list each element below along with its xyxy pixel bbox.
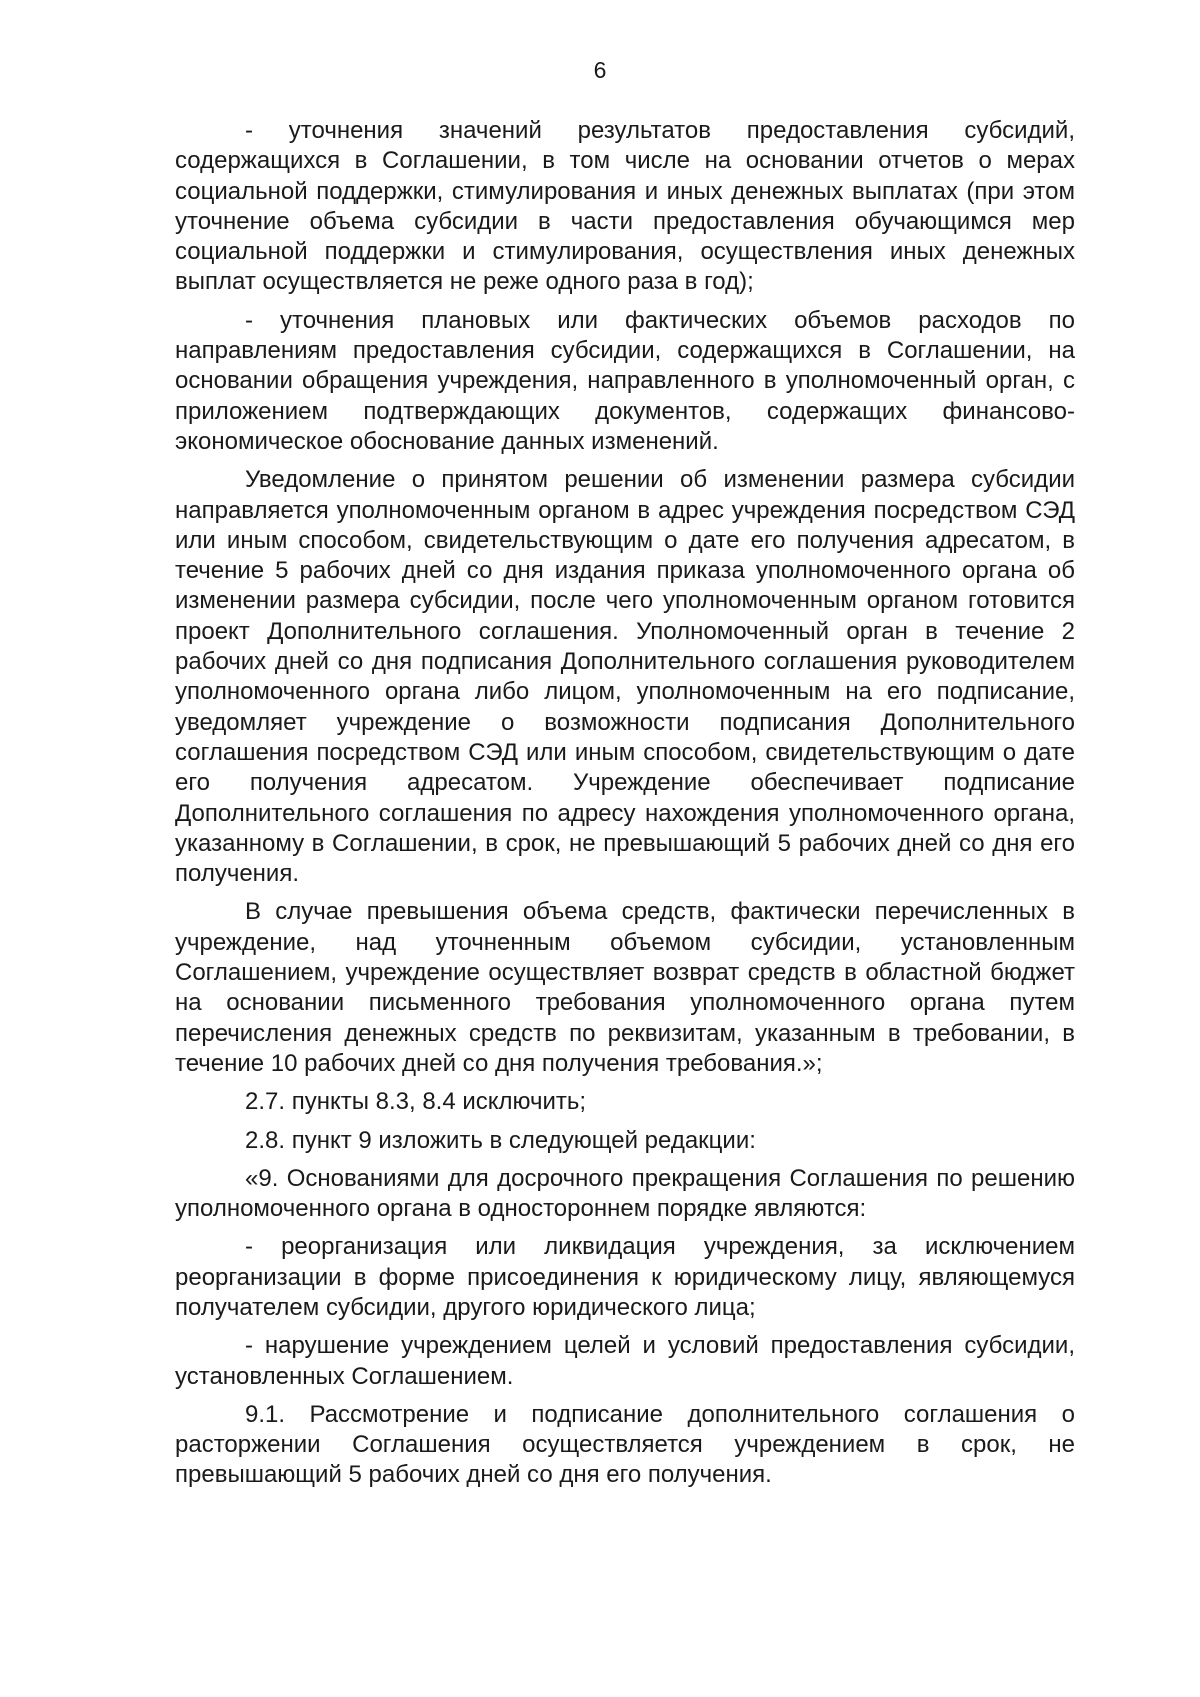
paragraph-reorganization: - реорганизация или ликвидация учреждения, за исключением реорганизации в форме присоединения к юридическому лицу, являющемуся получателем субсидии, другого юридического лица; [175, 1233, 1075, 1321]
paragraph-item-2-8: 2.8. пункт 9 изложить в следующей редакции: [245, 1126, 756, 1154]
paragraph-item-9: «9. Основаниями для досрочного прекращения Соглашения по решению уполномоченного органа в одностороннем порядке являются: [175, 1164, 1075, 1223]
paragraph-item-2-7: 2.7. пункты 8.3, 8.4 исключить; [245, 1088, 587, 1116]
paragraph-clarify-expenses: - уточнения плановых или фактических объемов расходов по направлениям предоставления субсидии, содержащихся в Соглашении, на основании обращения учреждения, направленного в уполномоченный орган, с приложением подтверждающих документов, содержащих финансово-экономическое обоснование данных изменений. [175, 306, 1075, 455]
document-body [175, 116, 1075, 1499]
paragraph-excess-refund: В случае превышения объема средств, фактически перечисленных в учреждение, над уточненным объемом субсидии, установленным Соглашением, учреждение осуществляет возврат средств в областной бюджет на основании письменного требования уполномоченного органа путем перечисления денежных средств по реквизитам, указанным в требовании, в течение 10 рабочих дней со дня получения требования.»; [175, 898, 1075, 1077]
paragraph-clarify-results: - уточнения значений результатов предоставления субсидий, содержащихся в Соглашении, в том числе на основании отчетов о мерах социальной поддержки, стимулирования и иных денежных выплатах (при этом уточнение объема субсидии в части предоставления обучающимся мер социальной поддержки и стимулирования, осуществления иных денежных выплат осуществляется не реже одного раза в год); [175, 117, 1075, 296]
page-number: 6 [593, 57, 607, 83]
paragraph-item-9-1: 9.1. Рассмотрение и подписание дополнительного соглашения о расторжении Соглашения осуществляется учреждением в срок, не превышающий 5 рабочих дней со дня его получения. [175, 1400, 1075, 1489]
paragraph-violation: - нарушение учреждением целей и условий предоставления субсидии, установленных Соглашением. [175, 1332, 1075, 1390]
paragraph-notification: Уведомление о принятом решении об изменении размера субсидии направляется уполномоченным органом в адрес учреждения посредством СЭД или иным способом, свидетельствующим о дате его получения адресатом, в течение 5 рабочих дней со дня издания приказа уполномоченного органа об изменении размера субсидии, после чего уполномоченным органом готовится проект Дополнительного соглашения. Уполномоченный орган в течение 2 рабочих дней со дня подписания Дополнительного соглашения руководителем уполномоченного органа либо лицом, уполномоченным на его подписание, уведомляет учреждение о возможности подписания Дополнительного соглашения посредством СЭД или иным способом, свидетельствующим о дате его получения адресатом. Учреждение обеспечивает подписание Дополнительного соглашения по адресу нахождения уполномоченного органа, указанному в Соглашении, в срок, не превышающий 5 рабочих дней со дня его получения. [175, 466, 1075, 888]
